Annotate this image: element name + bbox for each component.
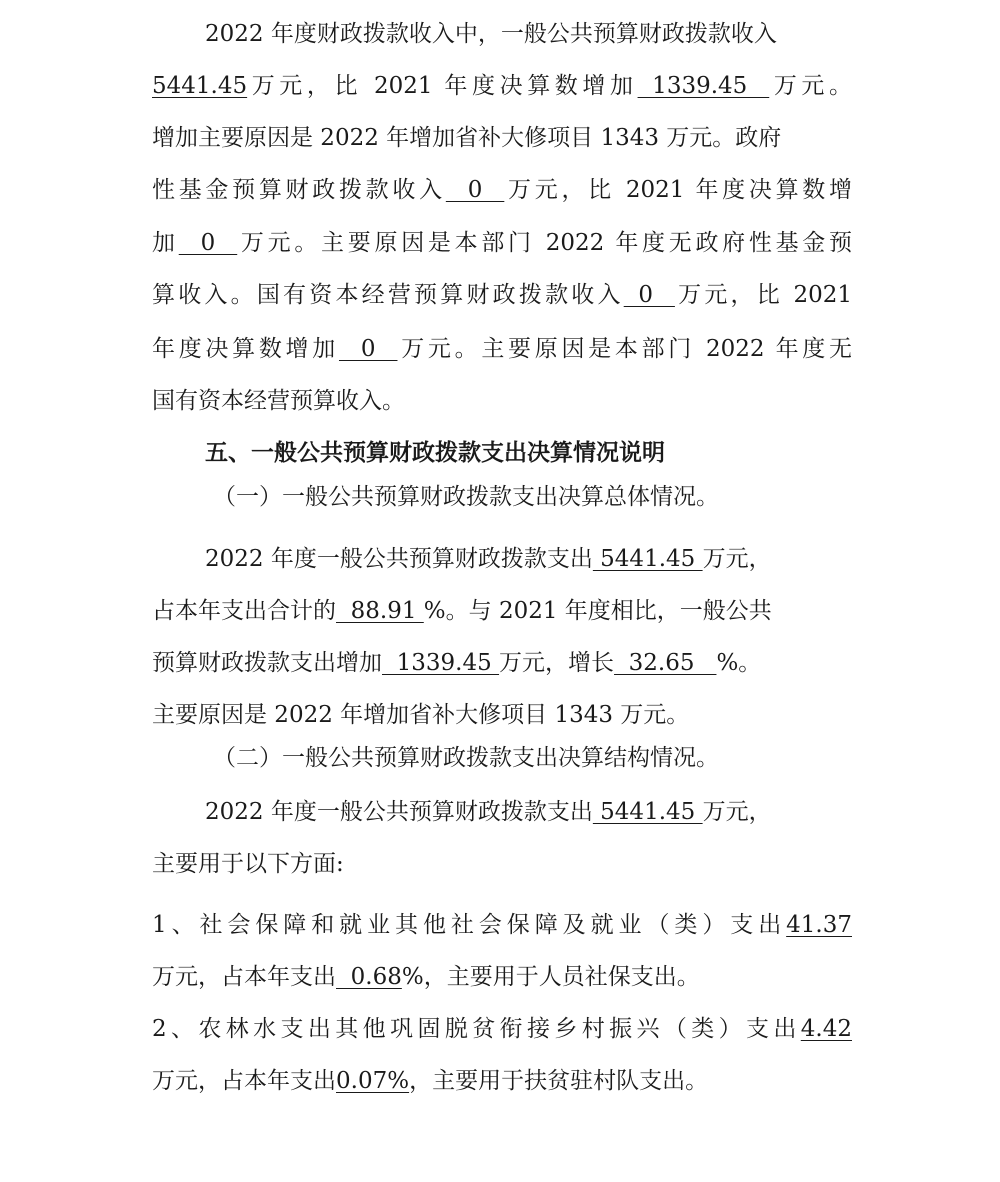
list-item-line xyxy=(152,1014,852,1044)
text: 占本年支出合计的 xyxy=(152,598,336,624)
text: 万元，增长 xyxy=(499,650,615,676)
text: 国有资本经营预算收入。 xyxy=(152,388,405,414)
text: 2022 年度一般公共预算财政拨款支出 xyxy=(205,799,593,825)
text: %，主要用于人员社保支出。 xyxy=(401,964,700,990)
text: ，主要用于扶贫驻村队支出。 xyxy=(409,1068,709,1094)
text: 万元， xyxy=(702,546,772,572)
text: 万元，占本年支出 xyxy=(152,1068,336,1094)
underlined-value: 5441.45 xyxy=(592,799,703,825)
text: 加 xyxy=(152,230,179,256)
text: 万元，比 2021 年度决算数增加 xyxy=(247,73,638,99)
underlined-value: 0.07% xyxy=(336,1068,410,1094)
underlined-value: 1339.45 xyxy=(637,73,770,99)
text: 1、社会保障和就业其他社会保障及就业（类）支出 xyxy=(152,912,787,938)
text: 万元。 xyxy=(769,73,853,99)
paragraph-line xyxy=(152,849,852,879)
text: 2022 年度财政拨款收入中，一般公共预算财政拨款收入 xyxy=(205,21,777,47)
text: 2、农林水支出其他巩固脱贫衔接乡村振兴（类）支出 xyxy=(152,1016,801,1042)
underlined-value: 0 xyxy=(178,230,238,256)
text: 年度决算数增加 xyxy=(152,336,339,362)
subsection-heading: （一）一般公共预算财政拨款支出决算总体情况。 xyxy=(213,484,719,510)
text: 主要原因是 2022 年增加省补大修项目 1343 万元。 xyxy=(152,702,690,728)
paragraph-line xyxy=(205,19,855,49)
paragraph-line xyxy=(152,334,852,364)
underlined-value: 0 xyxy=(445,177,505,203)
paragraph-line xyxy=(205,797,855,827)
text: 万元，占本年支出 xyxy=(152,964,336,990)
underlined-value: 41.37 xyxy=(786,912,852,938)
underlined-value: 5441.45 xyxy=(152,73,248,99)
text: 万元，比 2021 xyxy=(674,282,852,308)
paragraph-line xyxy=(152,175,852,205)
paragraph-line xyxy=(152,596,852,626)
text: 万元，比 2021 年度决算数增 xyxy=(504,177,853,203)
underlined-value: 4.42 xyxy=(800,1016,852,1042)
text: 增加主要原因是 2022 年增加省补大修项目 1343 万元。政府 xyxy=(152,125,782,151)
text: 算收入。国有资本经营预算财政拨款收入 xyxy=(152,282,624,308)
text: 万元。主要原因是本部门 2022 年度无 xyxy=(397,336,853,362)
paragraph-line xyxy=(152,700,852,730)
text: %。与 2021 年度相比，一般公共 xyxy=(423,598,772,624)
paragraph-line xyxy=(152,648,852,678)
list-item-line xyxy=(152,910,852,940)
paragraph-line xyxy=(152,71,852,101)
text: 性基金预算财政拨款收入 xyxy=(152,177,446,203)
text: 万元。主要原因是本部门 2022 年度无政府性基金预 xyxy=(237,230,853,256)
underlined-value: 88.91 xyxy=(336,598,424,624)
list-item-line xyxy=(152,1066,852,1096)
underlined-value: 5441.45 xyxy=(592,546,703,572)
text: %。 xyxy=(716,650,762,676)
paragraph-line xyxy=(152,228,852,258)
list-item-line xyxy=(152,962,852,992)
underlined-value: 0 xyxy=(338,336,398,362)
underlined-value: 1339.45 xyxy=(382,650,500,676)
text: 万元， xyxy=(702,799,772,825)
text: 预算财政拨款支出增加 xyxy=(152,650,382,676)
paragraph-line xyxy=(152,123,852,153)
text: 2022 年度一般公共预算财政拨款支出 xyxy=(205,546,593,572)
text: 主要用于以下方面: xyxy=(152,851,344,877)
paragraph-line xyxy=(152,280,852,310)
paragraph-line xyxy=(152,386,852,416)
underlined-value: 0 xyxy=(623,282,675,308)
paragraph-line xyxy=(205,544,855,574)
section-heading: 五、一般公共预算财政拨款支出决算情况说明 xyxy=(205,440,665,466)
underlined-value: 0.68 xyxy=(336,964,402,990)
subsection-heading: （二）一般公共预算财政拨款支出决算结构情况。 xyxy=(213,745,719,771)
underlined-value: 32.65 xyxy=(614,650,717,676)
